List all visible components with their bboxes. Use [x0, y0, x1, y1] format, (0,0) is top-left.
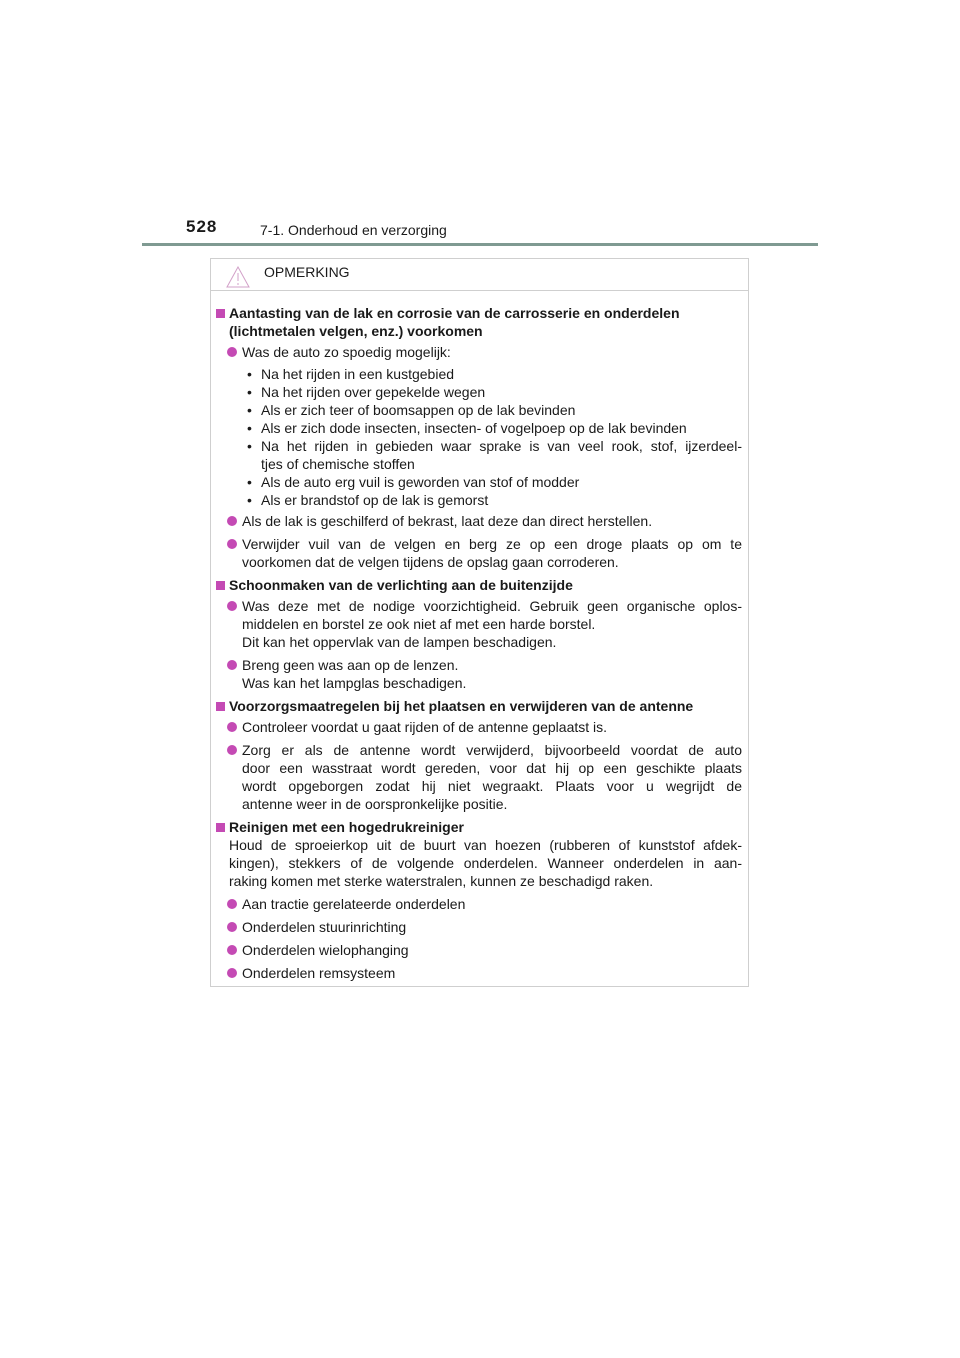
circle-bullet-icon	[227, 945, 237, 955]
notice-box	[210, 258, 749, 987]
header-divider	[142, 243, 818, 246]
list-item: Als de lak is geschilferd of bekrast, laat deze dan direct herstellen.	[216, 512, 742, 530]
paragraph: Houd de sproeierkop uit de buurt van hoezen (rubberen of kunststof afdek- kingen), stekkers of de volgende onderdelen. Wanneer onderdelen in aan- raking komen met sterke waterstralen, kunnen ze beschadigd raken.	[229, 837, 742, 889]
square-bullet-icon	[216, 823, 225, 832]
circle-bullet-icon	[227, 660, 237, 670]
sub-list-item: • Als de auto erg vuil is geworden van stof of modder	[247, 474, 580, 490]
sub-list-item: • Na het rijden in gebieden waar sprake is van veel rook, stof, ijzerdeel- tjes of chemische stoffen	[247, 438, 742, 472]
sub-list-item: • Als er zich dode insecten, insecten- of vogelpoep op de lak bevinden	[247, 420, 687, 436]
heading-line: Aantasting van de lak en corrosie van de carrosserie en onderdelen	[229, 305, 680, 321]
sub-list-item: • Na het rijden in een kustgebied	[247, 366, 455, 382]
circle-bullet-icon	[227, 745, 237, 755]
circle-bullet-icon	[227, 722, 237, 732]
circle-bullet-icon	[227, 516, 237, 526]
sub-list-item: • Als er zich teer of boomsappen op de lak bevinden	[247, 402, 576, 418]
circle-bullet-icon	[227, 899, 237, 909]
section-heading: Voorzorgsmaatregelen bij het plaatsen en verwijderen van de antenne	[216, 697, 742, 715]
list-item: Verwijder vuil van de velgen en berg ze op een droge plaats op om te voorkomen dat de velgen tijdens de opslag gaan corroderen.	[216, 535, 742, 571]
list-item: Onderdelen stuurinrichting	[216, 918, 742, 936]
section-heading	[216, 304, 742, 340]
square-bullet-icon	[216, 581, 225, 590]
notice-label: OPMERKING	[264, 264, 350, 280]
warning-triangle-icon	[226, 266, 250, 288]
page-number: 528	[186, 217, 218, 236]
heading-line: (lichtmetalen velgen, enz.) voorkomen	[229, 323, 483, 339]
square-bullet-icon	[216, 309, 225, 318]
circle-bullet-icon	[227, 922, 237, 932]
list-item: Onderdelen remsysteem	[216, 964, 742, 982]
circle-bullet-icon	[227, 601, 237, 611]
circle-bullet-icon	[227, 347, 237, 357]
square-bullet-icon	[216, 702, 225, 711]
list-item: Onderdelen wielophanging	[216, 941, 742, 959]
circle-bullet-icon	[227, 968, 237, 978]
list-item: Was de auto zo spoedig mogelijk:	[216, 343, 742, 361]
section-heading: Reinigen met een hogedrukreiniger	[216, 818, 742, 836]
notice-header	[211, 259, 748, 291]
sub-list-item: • Na het rijden over gepekelde wegen	[247, 384, 486, 400]
list-item: Controleer voordat u gaat rijden of de antenne geplaatst is.	[216, 718, 742, 736]
notice-content	[211, 291, 748, 982]
list-item: Was deze met de nodige voorzichtigheid. Gebruik geen organische oplos- middelen en borstel ze ook niet af met een harde borstel. Dit kan het oppervlak van de lampen beschadigen.	[216, 597, 742, 651]
sub-list-item: • Als er brandstof op de lak is gemorst	[247, 492, 489, 508]
circle-bullet-icon	[227, 539, 237, 549]
section-title: 7-1. Onderhoud en verzorging	[260, 222, 447, 238]
list-item: Breng geen was aan op de lenzen. Was kan het lampglas beschadigen.	[216, 656, 742, 692]
list-item: Aan tractie gerelateerde onderdelen	[216, 895, 742, 913]
list-item: Zorg er als de antenne wordt verwijderd, bijvoorbeeld voordat de auto door een wasstraat wordt gereden, voor dat hij op een geschikte plaats wordt opgeborgen zodat hij niet wegraakt. Plaats voor u wegrijdt de antenne weer in de oorspronkelijke positie.	[216, 741, 742, 813]
section-heading: Schoonmaken van de verlichting aan de buitenzijde	[216, 576, 742, 594]
